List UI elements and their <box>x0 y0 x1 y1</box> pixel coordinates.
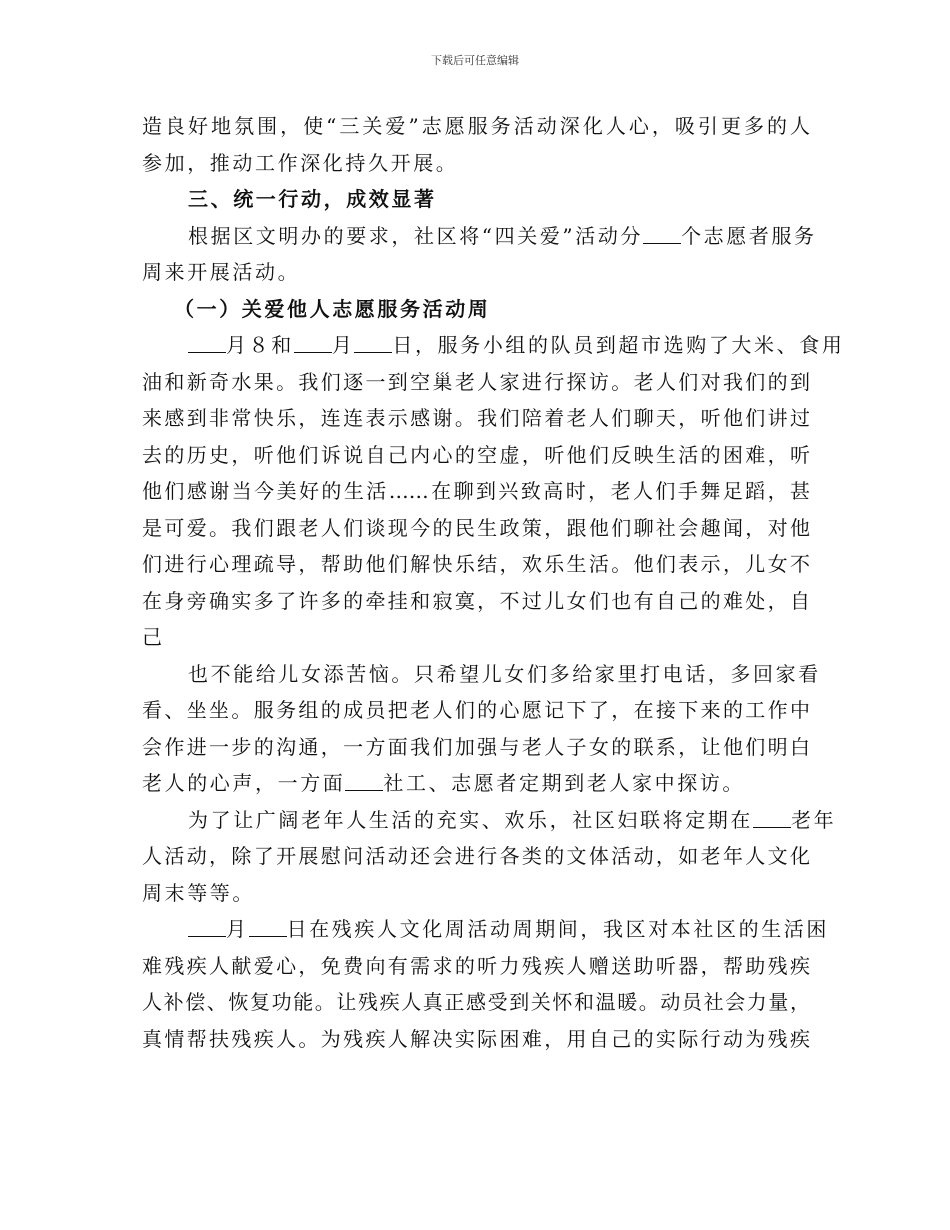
text-line: 也不能给儿女添苦恼。只希望儿女们多给家里打电话，多回家看 <box>188 661 821 686</box>
fill-blank <box>345 772 383 791</box>
section-heading: 三、统一行动，成效显著 <box>188 187 437 211</box>
text-line: 己 <box>142 625 165 649</box>
subsection-heading: （一）关爱他人志愿服务活动周 <box>174 296 491 321</box>
text-line: 去的历史，听他们诉说自己内心的空虚，听他们反映生活的困难，听 <box>142 442 810 467</box>
fill-blank <box>354 334 392 353</box>
text-line: 们进行心理疏导，帮助他们解快乐结，欢乐生活。他们表示，儿女不 <box>142 552 810 576</box>
text-line: 造良好地氛围，使“三关爱”志愿服务活动深化人心，吸引更多的人 <box>142 114 810 138</box>
text-line: 油和新奇水果。我们逐一到空巢老人家进行探访。老人们对我们的到 <box>142 369 810 394</box>
text-line: 根据区文明办的要求，社区将“四关爱”活动分 个志愿者服务 <box>188 223 817 248</box>
text-line: 为了让广阔老年人生活的充实、欢乐，社区妇联将定期在 老年 <box>188 807 837 832</box>
text-line: 月 日在残疾人文化周活动周期间，我区对本社区的生活困 <box>142 911 810 948</box>
text-line: 来感到非常快乐，连连表示感谢。我们陪着老人们聊天，听他们讲过 <box>142 406 810 430</box>
text-line: 是可爱。我们跟老人们谈现今的民生政策，跟他们聊社会趣闻，对他 <box>142 515 810 540</box>
fill-blank <box>188 918 226 937</box>
text-line: 看、坐坐。服务组的成员把老人们的心愿记下了，在接下来的工作中 <box>142 698 810 722</box>
text-line: 难残疾人献爱心，免费向有需求的听力残疾人赠送助听器，帮助残疾 <box>142 953 810 978</box>
text-line: 参加，推动工作深化持久开展。 <box>142 150 459 175</box>
fill-blank <box>249 918 287 937</box>
fill-blank <box>643 225 681 244</box>
text-line: 真情帮扶残疾人。为残疾人解决实际困难，用自己的实际行动为残疾 <box>142 1026 810 1051</box>
fill-blank <box>188 334 226 353</box>
text-line: 月８和 月 日，服务小组的队员到超市选购了大米、食用 <box>142 327 810 364</box>
document-body <box>142 108 845 1057</box>
page-header: 下载后可任意编辑 <box>431 54 519 67</box>
text-line: 人活动，除了开展慰问活动还会进行各类的文体活动，如老年人文化 <box>142 844 810 868</box>
text-line: 周末等等。 <box>142 880 255 905</box>
text-line: 人补偿、恢复功能。让残疾人真正感受到关怀和温暖。动员社会力量， <box>142 990 810 1014</box>
text-line: 会作进一步的沟通，一方面我们加强与老人子女的联系，让他们明白 <box>142 734 810 759</box>
fill-blank <box>294 334 332 353</box>
text-line: 周来开展活动。 <box>142 260 301 284</box>
text-line: 在身旁确实多了许多的牵挂和寂寞，不过儿女们也有自己的难处，自 <box>142 588 810 613</box>
text-line: 他们感谢当今美好的生活……在聊到兴致高时，老人们手舞足蹈，甚 <box>142 479 810 503</box>
fill-blank <box>753 809 791 828</box>
text-line: 老人的心声，一方面 社工、志愿者定期到老人家中探访。 <box>142 771 746 795</box>
